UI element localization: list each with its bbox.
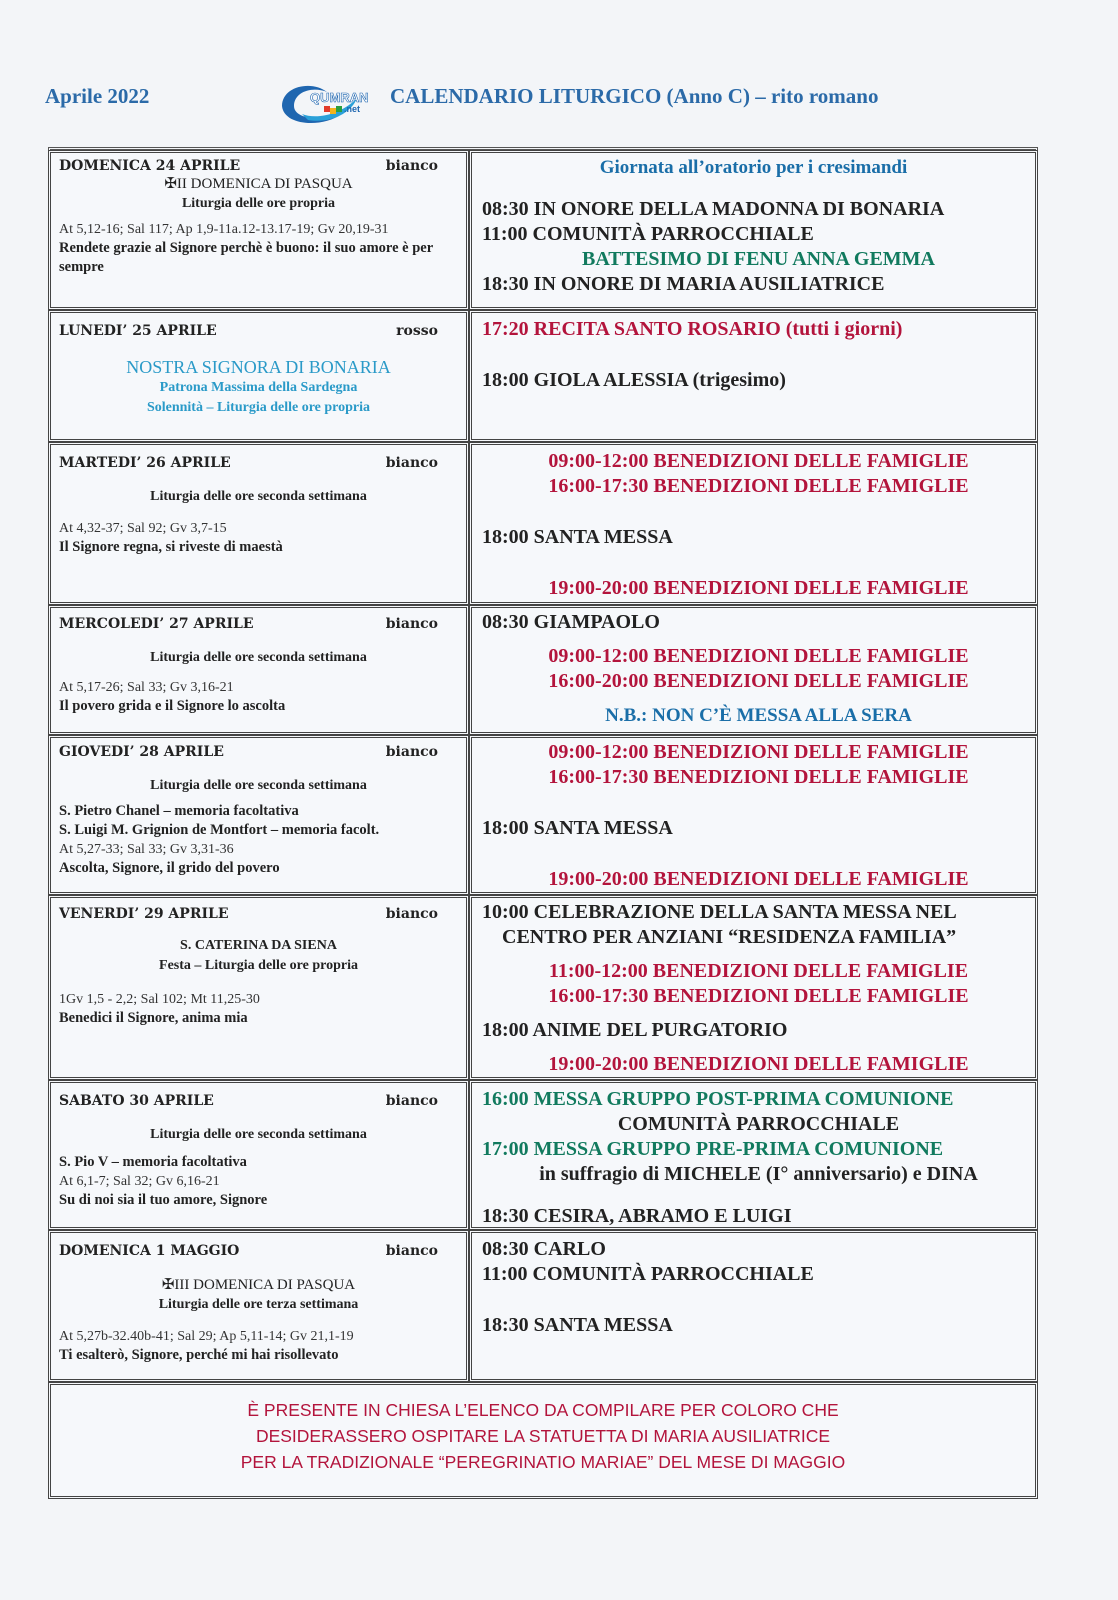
event-line: 11:00-12:00 BENEDIZIONI DELLE FAMIGLIE xyxy=(548,960,969,982)
day-events xyxy=(469,895,1038,1080)
event-line: COMUNITÀ PARROCCHIALE xyxy=(617,1113,900,1135)
liturgical-color: bianco xyxy=(385,455,438,471)
feast-name: ✠III DOMENICA DI PASQUA xyxy=(161,1277,356,1293)
logo-text: QUMRAN xyxy=(310,90,369,105)
readings: At 5,27b-32.40b-41; Sal 29; Ap 5,11-14; Gv 21,1-19 xyxy=(59,1329,354,1344)
liturgy-hours: Liturgia delle ore seconda settimana xyxy=(150,778,367,793)
liturgical-color: bianco xyxy=(385,1243,438,1259)
liturgical-color: bianco xyxy=(385,906,438,922)
event-line: 09:00-12:00 BENEDIZIONI DELLE FAMIGLIE xyxy=(548,645,969,667)
liturgy-hours: Liturgia delle ore terza settimana xyxy=(158,1297,359,1312)
event-line: 18:00 SANTA MESSA xyxy=(482,526,673,548)
liturgy-hours: Festa – Liturgia delle ore propria xyxy=(159,958,358,973)
liturgy-hours: Liturgia delle ore propria xyxy=(181,196,336,211)
logo-subtext: .net xyxy=(344,104,361,114)
qumran-logo-icon xyxy=(272,78,372,130)
event-line: 18:00 ANIME DEL PURGATORIO xyxy=(482,1019,788,1041)
day-row xyxy=(48,1230,1038,1382)
day-info xyxy=(48,310,469,442)
event-line: 18:00 GIOLA ALESSIA (trigesimo) xyxy=(482,369,786,391)
antiphon: Benedici il Signore, anima mia xyxy=(59,1010,248,1026)
day-date: MERCOLEDI’ 27 APRILE xyxy=(59,616,254,632)
day-row xyxy=(48,310,1038,442)
antiphon: Su di noi sia il tuo amore, Signore xyxy=(59,1192,268,1208)
day-date: GIOVEDI’ 28 APRILE xyxy=(59,744,224,760)
event-line: BATTESIMO DI FENU ANNA GEMMA xyxy=(582,248,935,270)
day-info xyxy=(48,1080,469,1230)
event-line: 10:00 CELEBRAZIONE DELLA SANTA MESSA NEL xyxy=(482,901,957,923)
event-line: 19:00-20:00 BENEDIZIONI DELLE FAMIGLIE xyxy=(548,577,969,599)
event-line: 09:00-12:00 BENEDIZIONI DELLE FAMIGLIE xyxy=(548,450,969,472)
day-row xyxy=(48,442,1038,605)
feast-subtitle: Solennità – Liturgia delle ore propria xyxy=(146,400,371,415)
day-date: DOMENICA 24 APRILE xyxy=(59,158,241,174)
event-line: 09:00-12:00 BENEDIZIONI DELLE FAMIGLIE xyxy=(548,741,969,763)
liturgical-color: bianco xyxy=(385,1093,438,1109)
day-row xyxy=(48,605,1038,735)
readings: At 5,12-16; Sal 117; Ap 1,9-11a.12-13.17-19; Gv 20,19-31 xyxy=(59,222,389,237)
feast-subtitle: Patrona Massima della Sardegna xyxy=(159,380,358,395)
day-row xyxy=(48,735,1038,895)
event-line: 17:00 MESSA GRUPPO PRE-PRIMA COMUNIONE xyxy=(482,1138,944,1160)
readings: At 4,32-37; Sal 92; Gv 3,7-15 xyxy=(59,521,227,536)
day-info xyxy=(48,1230,469,1382)
antiphon: Ti esalterò, Signore, perché mi hai risollevato xyxy=(59,1347,339,1363)
page-header xyxy=(0,78,1118,138)
liturgy-hours: Liturgia delle ore seconda settimana xyxy=(150,489,367,504)
event-line: 18:00 SANTA MESSA xyxy=(482,817,673,839)
antiphon: Il povero grida e il Signore lo ascolta xyxy=(59,698,286,714)
memorial: S. Pio V – memoria facoltativa xyxy=(59,1154,247,1170)
readings: At 5,27-33; Sal 33; Gv 3,31-36 xyxy=(59,842,234,857)
day-info xyxy=(48,150,469,310)
day-info xyxy=(48,895,469,1080)
event-line: 18:30 IN ONORE DI MARIA AUSILIATRICE xyxy=(482,273,885,295)
event-line: 16:00-17:30 BENEDIZIONI DELLE FAMIGLIE xyxy=(548,985,969,1007)
feast-name: ✠II DOMENICA DI PASQUA xyxy=(164,176,353,192)
event-line: 08:30 GIAMPAOLO xyxy=(482,611,660,633)
antiphon: Rendete grazie al Signore perchè è buono: il suo amore è per sempre xyxy=(59,240,433,275)
notice-line: DESIDERASSERO OSPITARE LA STATUETTA DI MARIA AUSILIATRICE xyxy=(255,1426,831,1446)
event-line: 19:00-20:00 BENEDIZIONI DELLE FAMIGLIE xyxy=(548,868,969,890)
day-date: MARTEDI’ 26 APRILE xyxy=(59,455,231,471)
notice-line: È PRESENTE IN CHIESA L’ELENCO DA COMPILARE PER COLORO CHE xyxy=(247,1400,839,1420)
day-date: DOMENICA 1 MAGGIO xyxy=(59,1243,240,1259)
day-info xyxy=(48,442,469,605)
liturgical-color: bianco xyxy=(385,744,438,760)
event-line: Giornata all’oratorio per i cresimandi xyxy=(599,157,908,178)
day-date: SABATO 30 APRILE xyxy=(59,1093,214,1109)
memorial: S. Pietro Chanel – memoria facoltativa xyxy=(59,803,299,819)
feast-name: NOSTRA SIGNORA DI BONARIA xyxy=(126,357,391,377)
event-line: 16:00-17:30 BENEDIZIONI DELLE FAMIGLIE xyxy=(548,475,969,497)
event-line: 08:30 IN ONORE DELLA MADONNA DI BONARIA xyxy=(482,198,945,220)
event-line: 19:00-20:00 BENEDIZIONI DELLE FAMIGLIE xyxy=(548,1053,969,1075)
event-line: 16:00 MESSA GRUPPO POST-PRIMA COMUNIONE xyxy=(482,1088,954,1110)
month-title: Aprile 2022 xyxy=(45,84,150,108)
calendar-title: CALENDARIO LITURGICO (Anno C) – rito romano xyxy=(390,84,879,108)
event-line: 16:00-17:30 BENEDIZIONI DELLE FAMIGLIE xyxy=(548,766,969,788)
event-line: in suffragio di MICHELE (I° anniversario) e DINA xyxy=(539,1163,978,1185)
event-line: 11:00 COMUNITÀ PARROCCHIALE xyxy=(482,223,814,245)
day-events xyxy=(469,1080,1038,1230)
day-events xyxy=(469,150,1038,310)
event-line: 18:30 CESIRA, ABRAMO E LUIGI xyxy=(482,1205,792,1227)
day-info xyxy=(48,735,469,895)
day-row xyxy=(48,150,1038,310)
liturgy-hours: Liturgia delle ore seconda settimana xyxy=(150,1127,367,1142)
day-events xyxy=(469,735,1038,895)
readings: At 5,17-26; Sal 33; Gv 3,16-21 xyxy=(59,680,234,695)
day-date: VENERDI’ 29 APRILE xyxy=(59,906,229,922)
day-info xyxy=(48,605,469,735)
antiphon: Ascolta, Signore, il grido del povero xyxy=(59,860,280,876)
event-line: 18:30 SANTA MESSA xyxy=(482,1314,673,1336)
day-events xyxy=(469,605,1038,735)
liturgical-color: bianco xyxy=(385,616,438,632)
day-row xyxy=(48,895,1038,1080)
event-line: CENTRO PER ANZIANI “RESIDENZA FAMILIA” xyxy=(502,926,957,948)
day-events xyxy=(469,442,1038,605)
day-row xyxy=(48,1080,1038,1230)
day-events xyxy=(469,310,1038,442)
event-line: N.B.: NON C’È MESSA ALLA SERA xyxy=(605,705,912,726)
readings: 1Gv 1,5 - 2,2; Sal 102; Mt 11,25-30 xyxy=(59,992,260,1007)
antiphon: Il Signore regna, si riveste di maestà xyxy=(59,539,283,555)
day-events xyxy=(469,1230,1038,1382)
readings: At 6,1-7; Sal 32; Gv 6,16-21 xyxy=(59,1174,220,1189)
day-date: LUNEDI’ 25 APRILE xyxy=(59,323,217,339)
event-line: 17:20 RECITA SANTO ROSARIO (tutti i giorni) xyxy=(482,318,903,340)
notice-box xyxy=(48,1382,1038,1499)
liturgy-hours: Liturgia delle ore seconda settimana xyxy=(150,650,367,665)
notice-line: PER LA TRADIZIONALE “PEREGRINATIO MARIAE” DEL MESE DI MAGGIO xyxy=(240,1452,846,1472)
liturgical-color: rosso xyxy=(396,323,438,339)
event-line: 16:00-20:00 BENEDIZIONI DELLE FAMIGLIE xyxy=(548,670,969,692)
memorial: S. Luigi M. Grignion de Montfort – memoria facolt. xyxy=(59,822,380,838)
event-line: 11:00 COMUNITÀ PARROCCHIALE xyxy=(482,1263,814,1285)
feast-name: S. CATERINA DA SIENA xyxy=(180,938,337,953)
qumran-logo xyxy=(272,78,372,130)
event-line: 08:30 CARLO xyxy=(482,1238,606,1260)
liturgical-color: bianco xyxy=(385,158,438,174)
